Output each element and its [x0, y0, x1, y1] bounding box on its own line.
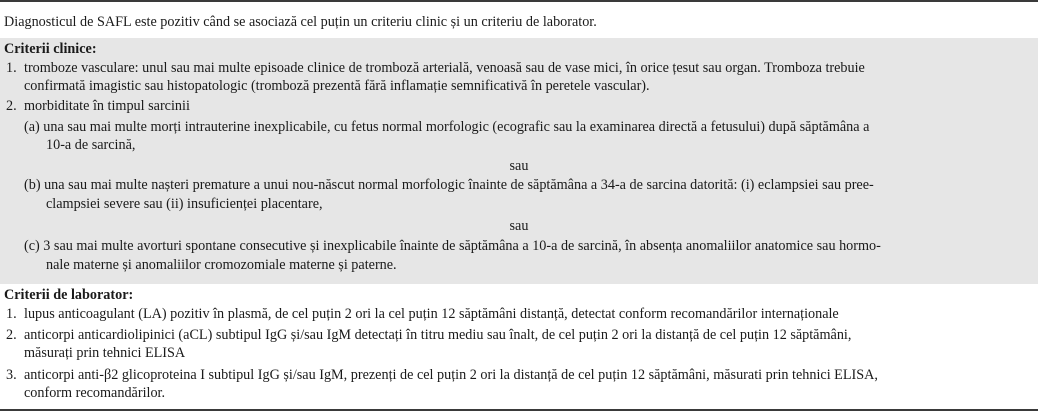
clinical-subitem-b-line-2: clampsiei severe sau (ii) insuficienței placentare, — [46, 196, 323, 212]
lab-item-2-line-2: măsurați prin tehnici ELISA — [24, 345, 186, 361]
clinical-item-1-line-1: tromboze vasculare: unul sau mai multe episoade clinice de tromboză arterială, venoasă sau de vase mici, în orice țesut sau organ. Tromboza trebuie — [24, 60, 865, 76]
clinical-subitem-a-line-1: (a) una sau mai multe morți intrauterine inexplicabile, cu fetus normal morfologic (ecografic sau la examinarea directă a fetusului) după săptămâna a — [24, 119, 870, 135]
clinical-subitem-c-line-2: nale materne și anomaliilor cromozomiale materne și paterne. — [46, 257, 397, 273]
intro-text: Diagnosticul de SAFL este pozitiv când se asociază cel puțin un criteriu clinic și un criteriu de laborator. — [4, 14, 597, 30]
clinical-subitem-a-line-2: 10-a de sarcină, — [46, 137, 136, 153]
clinical-item-number: 2. — [6, 98, 17, 114]
clinical-item-2-line-1: morbiditate în timpul sarcinii — [24, 98, 190, 114]
clinical-item-1-line-2: confirmată imagistic sau histopatologic (tromboză prezentă fără inflamație semnificativă în peretele vascular). — [24, 78, 650, 94]
top-rule — [0, 0, 1038, 2]
lab-item-number: 1. — [6, 306, 17, 322]
clinical-criteria-section — [0, 38, 1038, 284]
lab-item-number: 3. — [6, 367, 17, 383]
lab-criteria-heading: Criterii de laborator: — [4, 287, 134, 303]
clinical-item-number: 1. — [6, 60, 17, 76]
lab-criteria-section — [0, 286, 1038, 408]
lab-item-number: 2. — [6, 327, 17, 343]
clinical-subitem-b-line-1: (b) una sau mai multe nașteri premature a unui nou-născut normal morfologic înainte de săptămâna a 34-a de sarcina datorită: (i) eclampsiei sau pree- — [24, 177, 874, 193]
lab-item-3-line-1: anticorpi anti-β2 glicoproteina I subtipul IgG și/sau IgM, prezenți de cel puțin 2 ori la distanță de cel puțin 12 săptămâni, măsurati prin tehnici ELISA, — [24, 367, 878, 383]
lab-item-2-line-1: anticorpi anticardiolipinici (aCL) subtipul IgG și/sau IgM detectați în titru mediu sau înalt, de cel puțin 2 ori la distanță de cel puțin 12 săptămâni, — [24, 327, 852, 343]
separator-sau: sau — [509, 158, 529, 174]
bottom-rule — [0, 409, 1038, 411]
lab-item-1-line-1: lupus anticoagulant (LA) pozitiv în plasmă, de cel puțin 2 ori la cel puțin 12 săptămâni distanță, detectat conform recomandărilor internaționale — [24, 306, 839, 322]
separator-sau: sau — [509, 218, 529, 234]
clinical-subitem-c-line-1: (c) 3 sau mai multe avorturi spontane consecutive și inexplicabile înainte de săptămâna a 10-a de sarcină, în absența anomaliilor anatomice sau hormo- — [24, 238, 881, 254]
clinical-criteria-heading: Criterii clinice: — [4, 41, 97, 57]
lab-item-3-line-2: conform recomandărilor. — [24, 385, 166, 401]
